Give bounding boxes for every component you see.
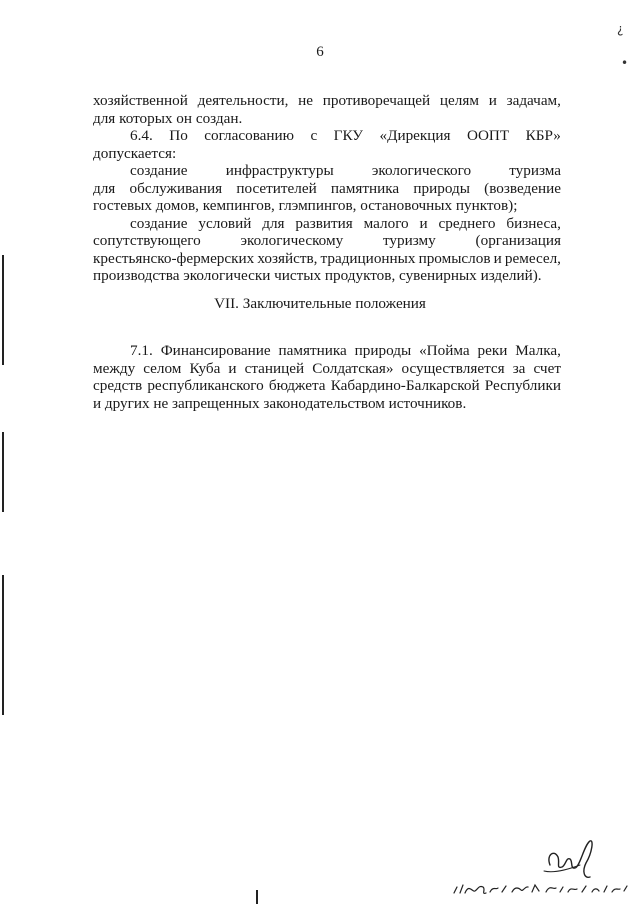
word: деятельности,: [197, 92, 289, 109]
paragraph-continuation: [93, 92, 561, 127]
word: (организация: [475, 232, 561, 249]
handwritten-footer-note: [450, 878, 635, 900]
word: КБР»: [525, 127, 561, 144]
text-line: [93, 145, 561, 163]
word: за: [512, 359, 526, 377]
word: и: [228, 359, 237, 377]
word: и других не запрещенных законодательством источников.: [93, 394, 467, 412]
paragraph-7-1: [93, 342, 561, 412]
word: бизнеса,: [506, 214, 561, 232]
word: и: [493, 249, 502, 267]
word: создание: [130, 162, 188, 179]
paragraph-6-4: [93, 127, 561, 285]
scan-margin-line: [2, 575, 4, 715]
text-line: [93, 360, 561, 378]
word: задачам,: [506, 92, 561, 109]
word: ремесел,: [504, 249, 561, 267]
text-line: [93, 197, 561, 215]
word: малого: [363, 214, 409, 232]
word: с: [310, 127, 318, 144]
scan-corner-mark: ¿: [617, 22, 624, 36]
word: допускается:: [93, 144, 177, 162]
page-number: 6: [316, 44, 324, 60]
word: природы: [413, 179, 470, 197]
text-line: [93, 377, 561, 395]
text-line: [93, 215, 561, 233]
word: традиционных: [320, 249, 416, 267]
word: «Пойма: [419, 342, 470, 359]
word: развития: [295, 214, 353, 232]
word: ГКУ: [333, 127, 364, 144]
word: природы: [354, 342, 412, 359]
text-line: [93, 92, 561, 110]
word: инфраструктуры: [225, 162, 334, 179]
word: обслуживания: [129, 179, 223, 197]
word: республиканского: [147, 377, 264, 394]
word: осуществляется: [401, 359, 505, 377]
word: среднего: [438, 214, 496, 232]
word: Кабардино-Балкарской: [330, 377, 480, 394]
word: Республики: [484, 377, 561, 394]
text-line: [93, 180, 561, 198]
word: Куба: [189, 359, 221, 377]
word: Малка,: [515, 342, 561, 359]
word: 6.4.: [130, 127, 153, 144]
word: экологического: [371, 162, 472, 179]
text-line: [93, 395, 561, 413]
word: «Дирекция: [379, 127, 451, 144]
text-line: [93, 110, 561, 128]
word: селом: [143, 359, 182, 377]
word: не: [298, 92, 313, 109]
word: средств: [93, 377, 143, 394]
word: По: [169, 127, 188, 144]
text-line: [93, 267, 561, 285]
word: Солдатская»: [312, 359, 394, 377]
word: бюджета: [268, 377, 326, 394]
word: памятника: [330, 179, 400, 197]
word: счет: [533, 359, 561, 377]
section-heading: VII. Заключительные положения: [214, 295, 426, 312]
word: реки: [477, 342, 508, 359]
word: туризма: [509, 162, 561, 179]
word: туризму: [383, 232, 436, 249]
word: и: [488, 92, 497, 109]
text-line: [93, 232, 561, 250]
scan-margin-line: [2, 432, 4, 512]
text-line: [93, 342, 561, 360]
word: и: [419, 214, 428, 232]
text-line: [93, 250, 561, 268]
word: станицей: [244, 359, 305, 377]
scan-bottom-tick: [256, 890, 258, 904]
word: крестьянско-фермерских: [93, 249, 255, 267]
word: условий: [198, 214, 252, 232]
word: целям: [439, 92, 479, 109]
word: гостевых домов, кемпингов, глэмпингов, остановочных пунктов);: [93, 197, 518, 214]
scan-margin-line: [2, 255, 4, 365]
word: между: [93, 359, 136, 377]
word: производства экологически чистых продуктов, сувенирных изделий).: [93, 267, 542, 284]
word: ООПТ: [466, 127, 510, 144]
word: для: [262, 214, 285, 232]
word: хозяйственной: [93, 92, 188, 109]
word: (возведение: [484, 179, 561, 197]
word: для которых он создан.: [93, 109, 243, 127]
word: памятника: [278, 342, 347, 359]
text-line: [93, 127, 561, 145]
word: экологическому: [240, 232, 344, 249]
word: промыслов: [418, 249, 491, 267]
word: согласованию: [204, 127, 295, 144]
word: противоречащей: [322, 92, 431, 109]
word: Финансирование: [160, 342, 271, 359]
word: хозяйств,: [257, 249, 318, 267]
word: для: [93, 179, 116, 197]
text-line: [93, 162, 561, 180]
word: создание: [130, 214, 188, 232]
word: посетителей: [236, 179, 317, 197]
word: 7.1.: [130, 342, 153, 359]
scan-corner-mark: •: [621, 56, 629, 70]
word: сопутствующего: [93, 232, 201, 249]
